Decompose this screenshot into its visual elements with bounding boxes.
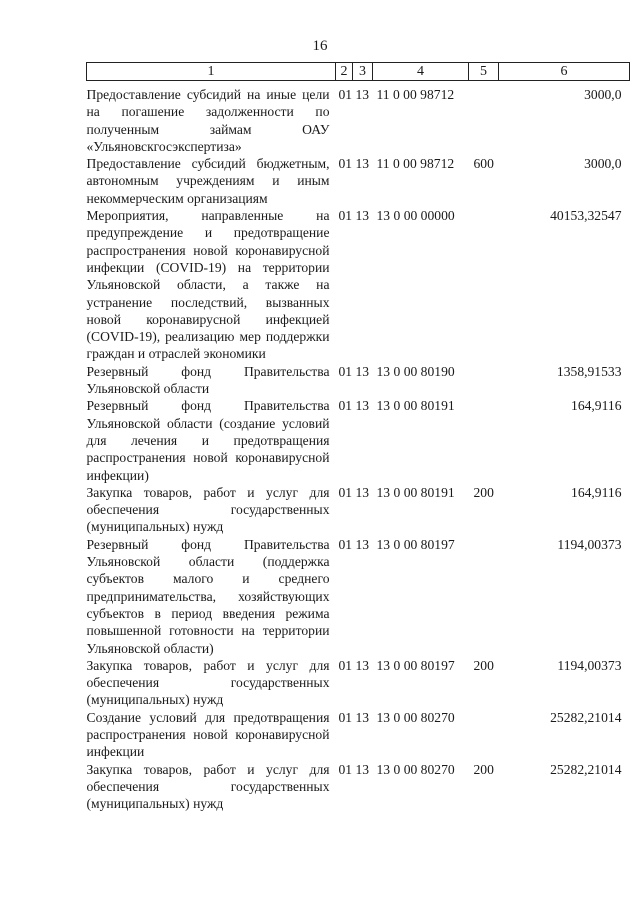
row-section: 01 (338, 761, 353, 777)
row-subsection: 13 (355, 156, 370, 172)
row-amount: 25282,21014 (550, 761, 622, 777)
row-amount: 1194,00373 (557, 536, 622, 552)
table-row (87, 86, 630, 155)
table-row (87, 536, 630, 657)
row-expense-type: 200 (473, 657, 494, 673)
table-row (87, 484, 630, 536)
table-row (87, 657, 630, 709)
header-col-5: 5 (469, 63, 499, 81)
row-amount: 3000,0 (584, 156, 622, 172)
row-subsection: 13 (355, 484, 370, 500)
row-section: 01 (338, 657, 353, 673)
row-expense-type (469, 363, 499, 398)
row-target-article: 13 0 00 80270 (376, 761, 455, 777)
table-row (87, 207, 630, 363)
row-target-article: 13 0 00 80191 (376, 398, 455, 414)
page-number: 16 (312, 38, 328, 54)
row-subsection: 13 (355, 709, 370, 725)
row-subsection: 13 (355, 87, 370, 102)
table-row (87, 709, 630, 761)
row-amount: 1358,91533 (556, 363, 622, 379)
row-section: 01 (338, 208, 353, 224)
row-expense-type: 200 (473, 484, 494, 500)
row-name: Создание условий для предотвращения распространения новой коронавирусной инфекции (86, 709, 330, 760)
table-row (87, 397, 630, 483)
row-section: 01 (338, 363, 353, 379)
row-amount: 25282,21014 (550, 709, 622, 725)
row-amount: 40153,32547 (550, 208, 622, 224)
row-subsection: 13 (355, 363, 370, 379)
row-name: Резервный фонд Правительства Ульяновской области (создание условий для лечения и предотвращения распространения новой коронавирусной инфекции) (86, 398, 330, 483)
row-section: 01 (338, 709, 353, 725)
header-col-3: 3 (353, 63, 373, 81)
row-target-article: 13 0 00 80197 (376, 657, 455, 673)
budget-table (86, 62, 630, 812)
row-name: Резервный фонд Правительства Ульяновской области (поддержка субъектов малого и среднего предпринимательства, хозяйствующих субъектов в период введения режима повышенной готовности на территории Ульяновской области) (86, 536, 330, 656)
row-name: Резервный фонд Правительства Ульяновской области (86, 363, 330, 397)
row-name: Закупка товаров, работ и услуг для обеспечения государственных (муниципальных) нужд (86, 761, 330, 812)
row-target-article: 13 0 00 80191 (376, 484, 455, 500)
row-section: 01 (338, 156, 353, 172)
row-section: 01 (338, 484, 353, 500)
row-subsection: 13 (355, 657, 370, 673)
row-target-article: 13 0 00 80270 (376, 709, 455, 725)
row-expense-type: 200 (473, 761, 494, 777)
table-row (87, 761, 630, 813)
row-amount: 164,9116 (571, 484, 622, 500)
row-target-article: 13 0 00 80190 (376, 363, 455, 379)
row-subsection: 13 (355, 761, 370, 777)
row-subsection: 13 (355, 536, 370, 552)
row-amount: 1194,00373 (557, 657, 622, 673)
row-expense-type (469, 397, 499, 483)
row-name: Закупка товаров, работ и услуг для обеспечения государственных (муниципальных) нужд (86, 484, 330, 535)
row-expense-type: 600 (473, 156, 494, 172)
row-subsection: 13 (355, 208, 370, 224)
row-expense-type (469, 86, 499, 155)
row-name: Закупка товаров, работ и услуг для обеспечения государственных (муниципальных) нужд (86, 657, 330, 708)
row-expense-type (469, 709, 499, 761)
header-col-2: 2 (336, 63, 353, 81)
table-row (87, 155, 630, 207)
table-row (87, 363, 630, 398)
row-target-article: 13 0 00 00000 (376, 208, 455, 224)
row-expense-type (469, 536, 499, 657)
table-header-row (87, 63, 630, 81)
row-name: Предоставление субсидий бюджетным, автономным учреждениям и иным некоммерческим организациям (86, 156, 330, 206)
row-target-article: 13 0 00 80197 (376, 536, 455, 552)
row-target-article: 11 0 00 98712 (376, 156, 455, 172)
row-expense-type (469, 207, 499, 363)
row-amount: 164,9116 (571, 398, 622, 414)
row-subsection: 13 (355, 398, 370, 414)
row-section: 01 (338, 398, 353, 414)
row-section: 01 (338, 87, 353, 102)
header-col-4: 4 (373, 63, 469, 81)
row-amount: 3000,0 (584, 87, 622, 102)
row-name: Предоставление субсидий на иные цели на погашение задолженности по полученным займам ОАУ «Ульяновскгосэкспертиза» (86, 87, 330, 154)
header-col-1: 1 (87, 63, 336, 81)
header-col-6: 6 (499, 63, 630, 81)
row-name: Мероприятия, направленные на предупреждение и предотвращение распространения новой коронавирусной инфекции (COVID-19) на территории Ульяновской области, а также на устранение последствий, вызванных новой коронавирусной инфекцией (COVID-19), реализацию мер поддержки граждан и отраслей экономики (86, 208, 330, 362)
row-section: 01 (338, 536, 353, 552)
row-target-article: 11 0 00 98712 (376, 87, 455, 102)
